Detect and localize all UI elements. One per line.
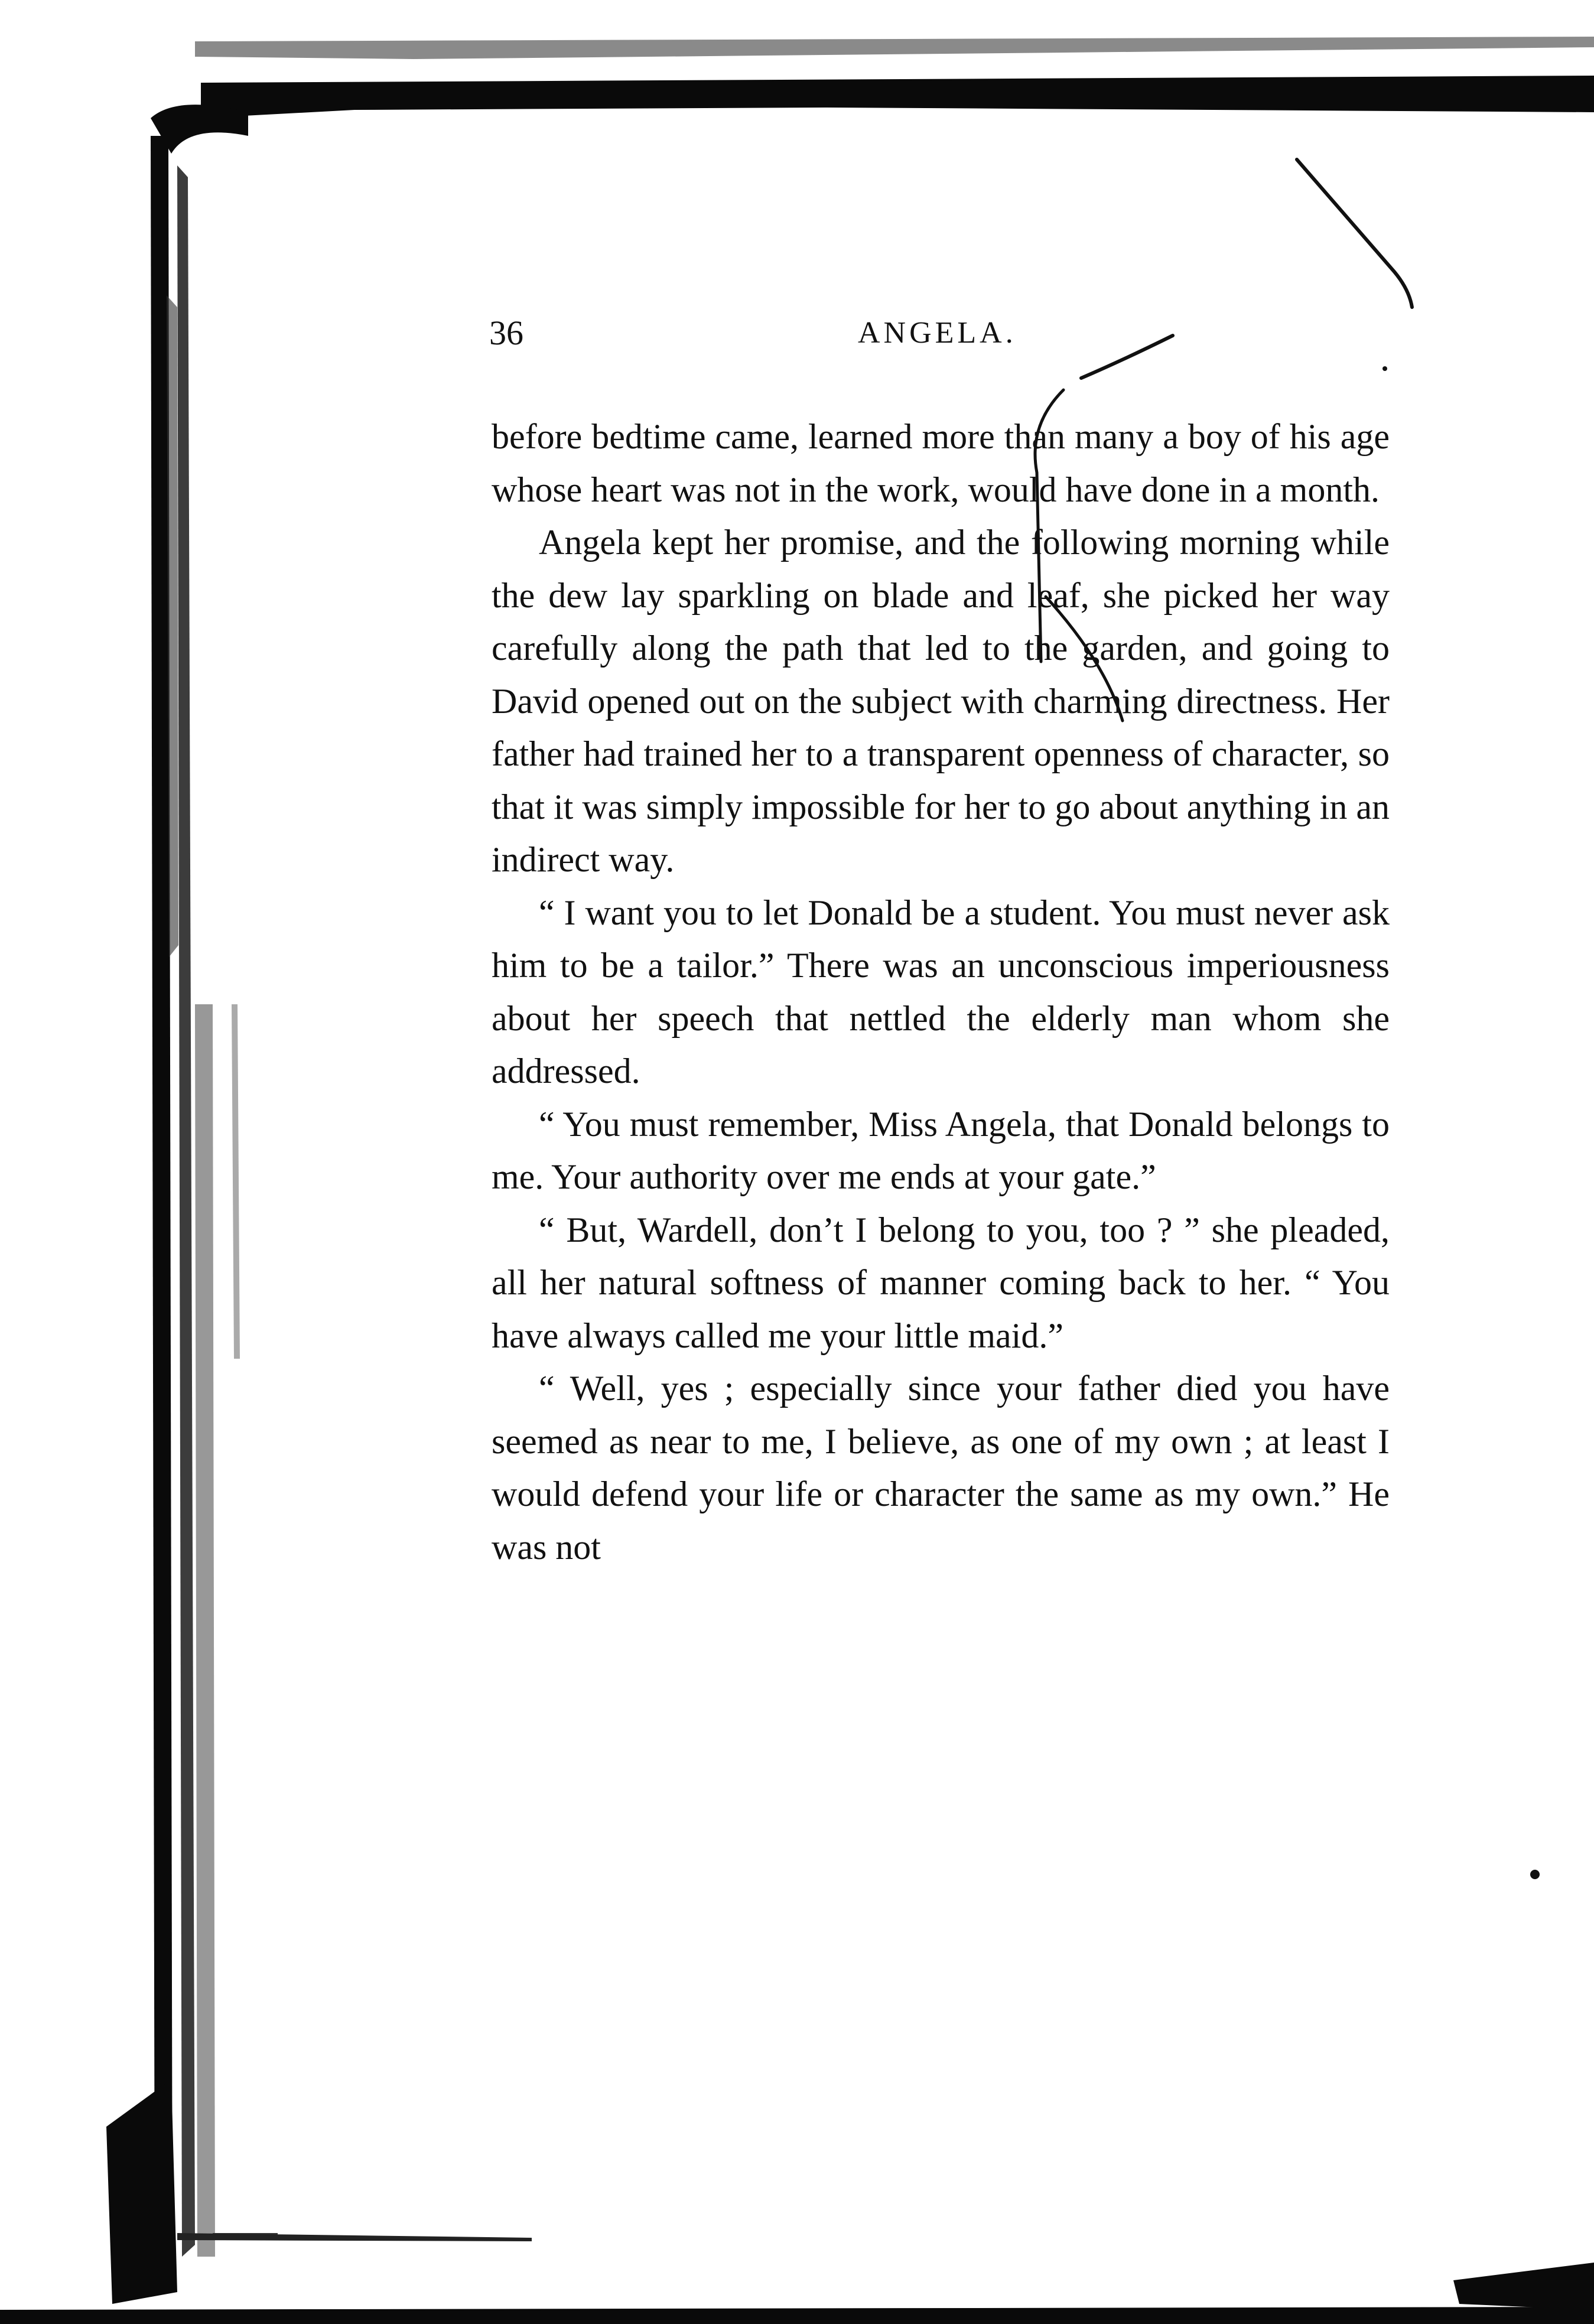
page-header: [489, 313, 1387, 360]
paragraph: “ Well, yes ; especially since your father died you have seemed as near to me, I believe, as one of my own ; at least I would defend your life or character the same as my own.” He was not: [492, 1369, 1390, 1567]
binding-shadow: [106, 136, 278, 2304]
paragraph: “ I want you to let Donald be a student. You must never ask him to be a tailor.” There was an unconscious imperiousness about her speech that nettled the elderly man whom she addressed.: [492, 893, 1390, 1091]
bottom-border: [0, 2233, 1594, 2324]
paragraph: before bedtime came, learned more than many a boy of his age whose heart was not in the work, would have done in a month.: [492, 417, 1390, 509]
page-number: 36: [489, 314, 523, 352]
running-title: ANGELA.: [858, 316, 1017, 350]
top-border-shadow: [151, 37, 1594, 154]
body-text: [492, 411, 1390, 1574]
paragraph: “ But, Wardell, don’t I belong to you, too ? ” she pleaded, all her natural softness of manner coming back to her. “ You have always called me your little maid.”: [492, 1210, 1390, 1355]
paragraph: Angela kept her promise, and the following morning while the dew lay sparkling on blade and leaf, she picked her way carefully along the path that led to the garden, and going to David opened out on the subject with charming directness. Her father had trained her to a transparent openness of character, so that it was simply impossible for her to go about anything in an indirect way.: [492, 523, 1390, 879]
paragraph: “ You must remember, Miss Angela, that Donald belongs to me. Your authority over me ends at your gate.”: [492, 1104, 1390, 1196]
